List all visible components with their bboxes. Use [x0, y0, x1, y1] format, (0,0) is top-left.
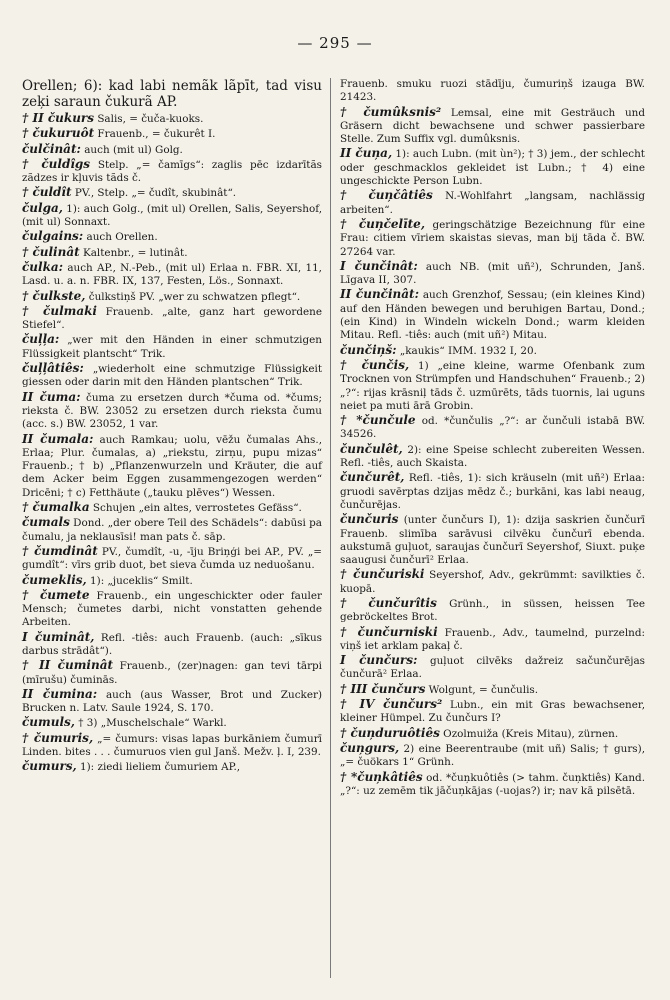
dictionary-entry	[340, 568, 645, 596]
entry-text: Kaltenbr., = lutinât.	[79, 246, 188, 259]
entry-text: čulkstiņš PV. „wer zu schwatzen pflegt“.	[85, 290, 301, 303]
entry-text: Salis, = čuča-kuoks.	[94, 113, 204, 125]
dictionary-entry	[22, 78, 322, 110]
entry-text: Frauenb., Adv., taumelnd, purzelnd: viņš iet arklam pakaļ č.	[340, 626, 645, 652]
entry-headword: † čumete	[22, 587, 90, 602]
dictionary-entry	[22, 333, 322, 361]
dictionary-entry	[22, 127, 322, 141]
entry-headword: čulčinât:	[22, 141, 81, 156]
entry-headword: † čunčurîtis	[340, 595, 437, 610]
dictionary-entry	[340, 260, 645, 288]
entry-headword: † čuldît	[22, 185, 72, 200]
dictionary-entry	[22, 545, 322, 573]
entry-headword: čuņgurs,	[340, 740, 400, 755]
dictionary-entry	[340, 78, 645, 105]
dictionary-entry	[22, 516, 322, 544]
entry-text: Lemsal, eine mit Gesträuch und Gräsern dicht bewachsene und schwer passierbare Stelle. Zum Suffix vgl. dumûksnis.	[340, 106, 645, 146]
entry-text: Grünh., in süssen, heissen Tee gebröckeltes Brot.	[340, 597, 645, 624]
dictionary-entry	[340, 443, 645, 471]
entry-text: Frauenb., = čukurêt I.	[94, 128, 216, 141]
entry-text: auch (aus Wasser, Brot und Zucker) Brucken n. Latv. Saule 1924, S. 170.	[22, 688, 322, 715]
entry-headword: II čumina:	[22, 686, 98, 701]
entry-headword: čumals	[22, 515, 70, 530]
dictionary-entry	[340, 742, 645, 770]
entry-text: „wer mit den Händen in einer schmutzigen Flüssigkeit plantscht“ Trik.	[22, 334, 322, 360]
entry-text: geringschätzige Bezeichnung für eine Frau: citiem vīriem skaistas sievas, man bij tāda č. BW. 27264 var.	[340, 218, 645, 258]
dictionary-entry	[340, 189, 645, 217]
entry-text: (unter čunčurs I), 1): dzija saskrien čunčurī Frauenb. slimība sarāvusi cilvēku čunčurī ebenda. aukstumā guļuot, saraujas čunčurī Seyershof, Siuxt. puķe saaugusi čunčurī² Erlaa.	[340, 514, 645, 567]
entry-headword: II čuņa,	[340, 146, 393, 161]
dictionary-entry	[22, 202, 322, 230]
entry-text: od. *čunčulis „?“: ar čunčuli istabā BW. 34526.	[340, 415, 645, 441]
entry-headword: † čumalka	[22, 500, 90, 515]
dictionary-entry	[340, 597, 645, 625]
entry-text: auch NB. (mit uñ²), Schrunden, Janš. Līgava II, 307.	[340, 260, 645, 287]
entry-headword: † čuldîgs	[22, 156, 91, 171]
entry-text: 1): „juceklis“ Smilt.	[86, 574, 193, 587]
dictionary-entry	[22, 732, 322, 760]
dictionary-entry	[22, 501, 322, 515]
dictionary-entry	[340, 698, 645, 726]
entry-headword: čulka:	[22, 259, 64, 274]
entry-headword: † II čuminât	[22, 658, 114, 673]
entry-text: „kaukis“ IMM. 1932 I, 20.	[396, 344, 537, 357]
entry-headword: † čunčurniski	[340, 624, 438, 639]
dictionary-entry	[22, 391, 322, 432]
column-divider	[330, 78, 331, 978]
dictionary-entry	[22, 261, 322, 289]
entry-text: Frauenb., (zer)nagen: gan tevi tārpi (mīrušu) čuminās.	[22, 660, 323, 686]
entry-text: 2) eine Beerentraube (mit uñ) Salis; † gurs), „= čuökars 1“ Grünh.	[340, 742, 645, 769]
entry-text: Orellen; 6): kad labi nemãk lãpīt, tad visu zeķi saraun čukurã AP.	[22, 78, 322, 110]
dictionary-entry	[22, 659, 322, 687]
entry-text: od. *čuņkuôtiês (> tahm. čuņktiês) Kand. „?“: uz zemēm tik jāčuņkājas (-uojas?) ir; nav kā pilsētā.	[340, 771, 645, 797]
entry-text: N.-Wohlfahrt „langsam, nachlässig arbeiten“.	[340, 190, 645, 216]
entry-text: † 3) „Muschelschale“ Warkl.	[74, 717, 227, 730]
entry-headword: † čuņčelīte,	[340, 216, 425, 231]
dictionary-entry	[340, 359, 645, 413]
dictionary-entry	[22, 760, 322, 774]
dictionary-entry	[22, 230, 322, 244]
entry-headword: † čunčis,	[340, 357, 410, 372]
entry-text: 1): ziedi lieliem čumuriem AP.,	[76, 761, 241, 774]
dictionary-entry	[22, 716, 322, 730]
entry-headword: čulga,	[22, 200, 63, 215]
entry-text: Wolgunt, = čunčulis.	[425, 683, 539, 696]
entry-text: PV., čumdît, -u, -īju Briņģi bei AP., PV. „= gumdît“: vīrs grib duot, bet sieva čumda uz neduošanu.	[22, 545, 322, 572]
entry-text: Seyershof, Adv., gekrümmt: savilkties č. kuopā.	[340, 569, 645, 595]
dictionary-entry	[340, 414, 645, 442]
entry-headword: čunčurêt,	[340, 470, 405, 485]
entry-headword: čumeklis,	[22, 572, 87, 587]
dictionary-entry	[22, 688, 322, 716]
entry-text: auch Orellen.	[83, 231, 158, 244]
dictionary-entry	[22, 574, 322, 588]
entry-headword: I čunčurs:	[340, 653, 418, 668]
entry-text: Frauenb. smuku ruozi stādīju, čumuriņš izauga BW. 21423.	[340, 78, 645, 104]
entry-text: 1): auch Lubn. (mit ùn²); † 3) jem., der schlecht oder geschmacklos gekleidet ist Lubn.; † 4) eine ungeschickte Person Lubn.	[340, 148, 645, 188]
dictionary-entry	[340, 344, 645, 358]
entry-headword: † čulmaki	[22, 303, 97, 318]
dictionary-entry	[340, 106, 645, 147]
dictionary-entry	[22, 158, 322, 186]
entry-text: 1) „eine kleine, warme Ofenbank zum Trocknen von Strümpfen und Handschuhen“ Frauenb.; 2) „?“: rijas krāsniļ tāds č. uzmūrēts, tāds tuornis, lai uguns neiet pa muti ārā Grobin.	[340, 359, 645, 412]
entry-headword: I čunčinât:	[340, 258, 418, 273]
dictionary-entry	[340, 218, 645, 259]
dictionary-entry	[340, 771, 645, 799]
entry-text: čuma zu ersetzen durch *čuma od. *čums; riekstа č. BW. 23052 zu ersetzen durch riekstа čumu (acc. s.) BW. 23052, 1 var.	[22, 391, 322, 431]
entry-headword: čumuls,	[22, 715, 75, 730]
entry-headword: † čumuris,	[22, 730, 94, 745]
dictionary-entry	[22, 362, 322, 390]
entry-headword: † IV čunčurs²	[340, 697, 443, 712]
entry-headword: † III čunčurs	[340, 681, 426, 696]
entry-headword: † čumdinât	[22, 543, 98, 558]
entry-headword: čuļļâtiês:	[22, 361, 84, 376]
entry-headword: † čumûksnis²	[340, 104, 442, 119]
dictionary-entry	[22, 631, 322, 659]
dictionary-entry	[340, 626, 645, 654]
entry-text: guļuot cilvēks dažreiz sačunčurējas čunčurā² Erlaa.	[340, 655, 645, 681]
entry-headword: † čulkste,	[22, 288, 86, 303]
entry-text: auch Ramkau; uolu, vēžu čumalas Ahs., Erlaa; Plur. čumalas, a) „riekstu, zirņu, pupu mizas“ Frauenb.; † b) „Pflanzenwurzeln und Kräuter, die auf dem Acker beim Eggen zusammengezogen werden“ Dricēni; † c) Fetthäute („tauku plēves“) Wessen.	[22, 433, 322, 499]
entry-text: Refl. -tiês, 1): sich kräuseln (mit uñ²) Erlaa: gruodi savērptas dzijas mēdz č.; burkāni, kas labi neaug, čunčurējas.	[340, 472, 645, 511]
entry-headword: čuļļa:	[22, 332, 60, 347]
entry-headword: † *čunčule	[340, 413, 416, 428]
entry-text: Stelp. „= čamīgs“: zaglis pēc izdarītãs zãdzes ir kļuvis tãds č.	[22, 158, 322, 185]
entry-text: Lubn., ein mit Gras bewachsener, kleiner Hümpel. Zu čunčurs I?	[340, 699, 645, 725]
entry-headword: čulgains:	[22, 229, 84, 244]
entry-headword: † čuņduruôtiês	[340, 725, 440, 740]
entry-text: Dond. „der obere Teil des Schädels“: dabūsi pa čumalu, ja neklausīsi! man pats č. sāp.	[22, 517, 322, 543]
entry-text: Refl. -tiês: auch Frauenb. (auch: „sīkus darbus strādât“).	[22, 631, 322, 657]
left-column	[22, 78, 322, 776]
dictionary-entry	[340, 288, 645, 342]
entry-headword: † čuņčâtiês	[340, 188, 433, 203]
entry-headword: † čukuruôt	[22, 126, 95, 141]
entry-headword: čunčulêt,	[340, 441, 403, 456]
dictionary-entry	[22, 433, 322, 500]
right-column	[340, 78, 645, 799]
dictionary-entry	[340, 654, 645, 682]
entry-text: Frauenb., ein ungeschickter oder fauler Mensch; čumetes darbi, nicht vonstatten gehende Arbeiten.	[22, 589, 322, 629]
dictionary-entry	[22, 589, 322, 630]
dictionary-entry	[340, 727, 645, 741]
entry-headword: † II čukurs	[22, 111, 95, 125]
entry-headword: † *čuņkâtiês	[340, 769, 423, 784]
dictionary-entry	[22, 143, 322, 157]
entry-text: Ozolmuiža (Kreis Mitau), zürnen.	[439, 727, 619, 740]
entry-text: „wiederholt eine schmutzige Flüssigkeit giessen oder darin mit den Händen plantschen“ Trik.	[22, 363, 322, 389]
dictionary-entry	[340, 683, 645, 697]
entry-text: auch AP., N.-Peb., (mit ul) Erlaa n. FBR. XI, 11, Lasd. u. a. n. FBR. IX, 137, Festen, Lös., Sonnaxt.	[22, 261, 322, 288]
entry-text: „= čumurs: visas lapas burkāniem čumurī Linden. bites . . . čumuruos vien gul Janš. Mežv. ļ. I, 239.	[22, 732, 322, 759]
entry-headword: II čuma:	[22, 389, 81, 404]
entry-headword: čunčiņš:	[340, 342, 397, 357]
entry-headword: čunčuris	[340, 512, 399, 527]
entry-text: 1): auch Golg., (mit ul) Orellen, Salis, Seyershof, (mit ul) Sonnaxt.	[22, 202, 322, 229]
dictionary-entry	[22, 246, 322, 260]
entry-text: Frauenb. „alte, ganz hart gewordene Stiefel“.	[22, 305, 322, 332]
dictionary-entry	[22, 112, 322, 126]
dictionary-entry	[22, 186, 322, 200]
dictionary-entry	[340, 513, 645, 567]
entry-headword: † čulinât	[22, 244, 80, 259]
entry-headword: II čumala:	[22, 431, 94, 446]
dictionary-entry	[340, 471, 645, 512]
entry-headword: I čuminât,	[22, 629, 95, 644]
page-number: — 295 —	[297, 34, 373, 52]
dictionary-entry	[340, 147, 645, 188]
entry-headword: † čunčuriski	[340, 567, 425, 582]
entry-text: auch (mit ul) Golg.	[80, 143, 183, 156]
dictionary-entry	[22, 305, 322, 333]
dictionary-entry	[22, 290, 322, 304]
entry-text: auch Grenzhof, Sessau; (ein kleines Kind) auf den Händen bewegen und beruhigen Bartau, Dond.; (ein Kind) in Windeln wickeln Dond.; warm kleiden Mitau. Refl. -tiês: auch (mit uñ²) Mitau.	[340, 289, 646, 342]
entry-headword: II čunčinât:	[340, 287, 420, 302]
entry-headword: čumurs,	[22, 759, 77, 774]
entry-text: 2): eine Speise schlecht zubereiten Wessen. Refl. -tiês, auch Skaista.	[340, 443, 645, 470]
entry-text: Schujen „ein altes, verrostetes Gefäss“.	[89, 502, 302, 515]
entry-text: PV., Stelp. „= čudît, skubinât“.	[71, 187, 237, 200]
